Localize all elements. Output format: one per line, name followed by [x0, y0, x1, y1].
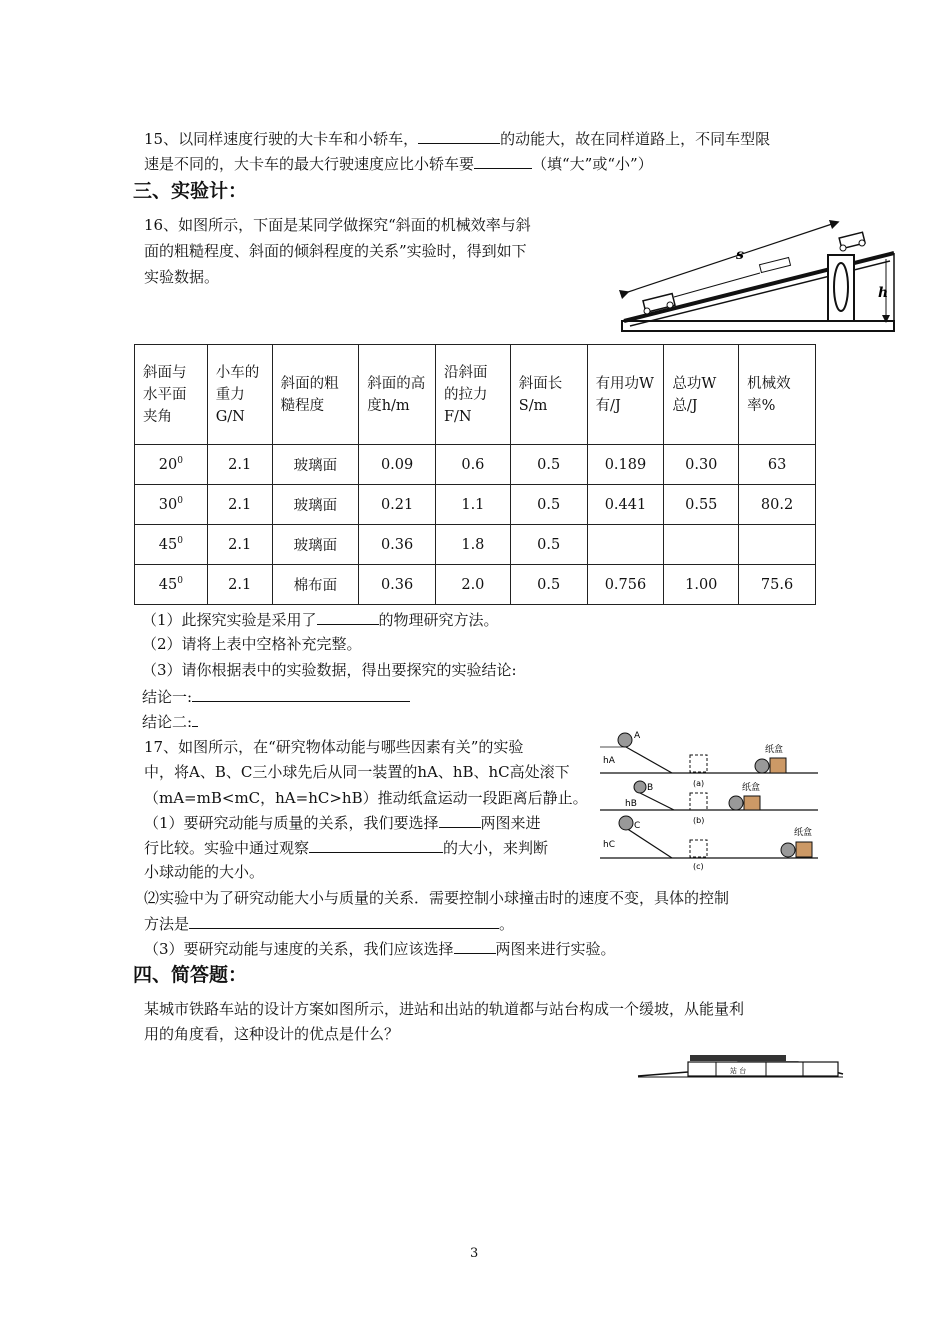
header-force: 沿斜面的拉力F/N — [435, 345, 510, 445]
station-figure — [638, 1050, 848, 1080]
q17-line3: （mA=mB<mC，hA=hC>hB）推动纸盒运动一段距离后静止。 — [144, 789, 588, 807]
svg-text:hA: hA — [603, 756, 615, 766]
section-4-title: 四、简答题： — [133, 964, 248, 986]
header-roughness: 斜面的粗糙程度 — [272, 345, 359, 445]
experiment-table — [134, 344, 816, 605]
section-3-title: 三、实验计： — [133, 180, 248, 202]
incline-figure — [600, 215, 900, 340]
svg-text:B: B — [647, 783, 654, 793]
header-height: 斜面的高度h/m — [359, 345, 436, 445]
s-label: s — [736, 247, 744, 263]
table-row: $45^0$ 2.1 棉布面 0.36 2.0 0.5 0.756 1.00 75.6 — [135, 565, 816, 605]
svg-text:(b): (b) — [693, 816, 705, 825]
svg-text:(c): (c) — [693, 862, 704, 871]
svg-text:纸盒: 纸盒 — [765, 745, 784, 755]
q17-line8: 方法是 。 — [144, 912, 514, 935]
answer-blank[interactable] — [189, 912, 499, 929]
header-useful-work: 有用功W有/J — [587, 345, 664, 445]
svg-text:hB: hB — [625, 799, 637, 809]
svg-text:A: A — [634, 731, 641, 741]
table-row: $20^0$ 2.1 玻璃面 0.09 0.6 0.5 0.189 0.30 63 — [135, 445, 816, 485]
q18-line1: 某城市铁路车站的设计方案如图所示，进站和出站的轨道都与站台构成一个缓坡，从能量利 — [144, 1000, 745, 1018]
conclusion-2: 结论二: — [142, 710, 198, 733]
blank-total-work[interactable] — [664, 525, 739, 565]
h-label: h — [878, 285, 889, 301]
answer-blank[interactable] — [192, 685, 410, 702]
svg-text:hC: hC — [603, 840, 615, 850]
answer-blank[interactable] — [309, 836, 443, 853]
q18-line2: 用的角度看，这种设计的优点是什么？ — [144, 1025, 400, 1043]
q16-intro-3: 实验数据。 — [144, 268, 220, 286]
q17-line4: （1）要研究动能与质量的关系，我们要选择 两图来进 — [144, 811, 541, 834]
answer-blank[interactable] — [192, 710, 198, 727]
q17-line2: 中，将A、B、C三小球先后从同一装置的hA、hB、hC高处滚下 — [144, 763, 570, 781]
answer-blank[interactable] — [317, 608, 379, 625]
table-row: $45^0$ 2.1 玻璃面 0.36 1.8 0.5 — [135, 525, 816, 565]
header-efficiency: 机械效率% — [739, 345, 816, 445]
svg-text:C: C — [634, 821, 641, 831]
header-length: 斜面长S/m — [510, 345, 587, 445]
q17-line1: 17、如图所示，在“研究物体动能与哪些因素有关”的实验 — [144, 738, 524, 756]
svg-text:纸盒: 纸盒 — [794, 828, 813, 838]
table-row: $30^0$ 2.1 玻璃面 0.21 1.1 0.5 0.441 0.55 80.2 — [135, 485, 816, 525]
svg-text:纸盒: 纸盒 — [742, 783, 761, 793]
q16-part2: （2）请将上表中空格补充完整。 — [142, 635, 362, 653]
conclusion-1: 结论一: — [142, 685, 410, 708]
blank-efficiency[interactable] — [739, 525, 816, 565]
q17-line9: （3）要研究动能与速度的关系，我们应该选择 两图来进行实验。 — [144, 937, 616, 960]
header-gravity: 小车的重力G/N — [207, 345, 272, 445]
header-angle: 斜面与水平面夹角 — [135, 345, 208, 445]
kinetic-energy-figure — [600, 730, 825, 870]
blank-useful-work[interactable] — [587, 525, 664, 565]
answer-blank[interactable] — [418, 127, 500, 144]
answer-blank[interactable] — [454, 937, 496, 954]
q17-line7: ⑵实验中为了研究动能大小与质量的关系．需要控制小球撞击时的速度不变，具体的控制 — [144, 889, 730, 907]
page-number: 3 — [470, 1246, 479, 1261]
header-total-work: 总功W总/J — [664, 345, 739, 445]
answer-blank[interactable] — [474, 152, 532, 169]
q17-line5: 行比较。实验中通过观察 的大小，来判断 — [144, 836, 548, 859]
q16-part1: （1）此探究实验是采用了 的物理研究方法。 — [142, 608, 499, 631]
q15-line2: 速是不同的，大卡车的最大行驶速度应比小轿车要 （填“大”或“小”） — [144, 152, 653, 175]
q15-line1: 15、以同样速度行驶的大卡车和小轿车， 的动能大，故在同样道路上，不同车型限 — [144, 127, 770, 150]
q16-part3: （3）请你根据表中的实验数据，得出要探究的实验结论: — [142, 661, 517, 679]
answer-blank[interactable] — [439, 811, 481, 828]
q16-intro-1: 16、如图所示，下面是某同学做探究“斜面的机械效率与斜 — [144, 216, 531, 234]
q16-intro-2: 面的粗糙程度、斜面的倾斜程度的关系”实验时，得到如下 — [144, 242, 527, 260]
svg-text:(a): (a) — [693, 779, 705, 788]
svg-text:站 台: 站 台 — [730, 1067, 747, 1075]
q17-line6: 小球动能的大小。 — [144, 863, 265, 881]
